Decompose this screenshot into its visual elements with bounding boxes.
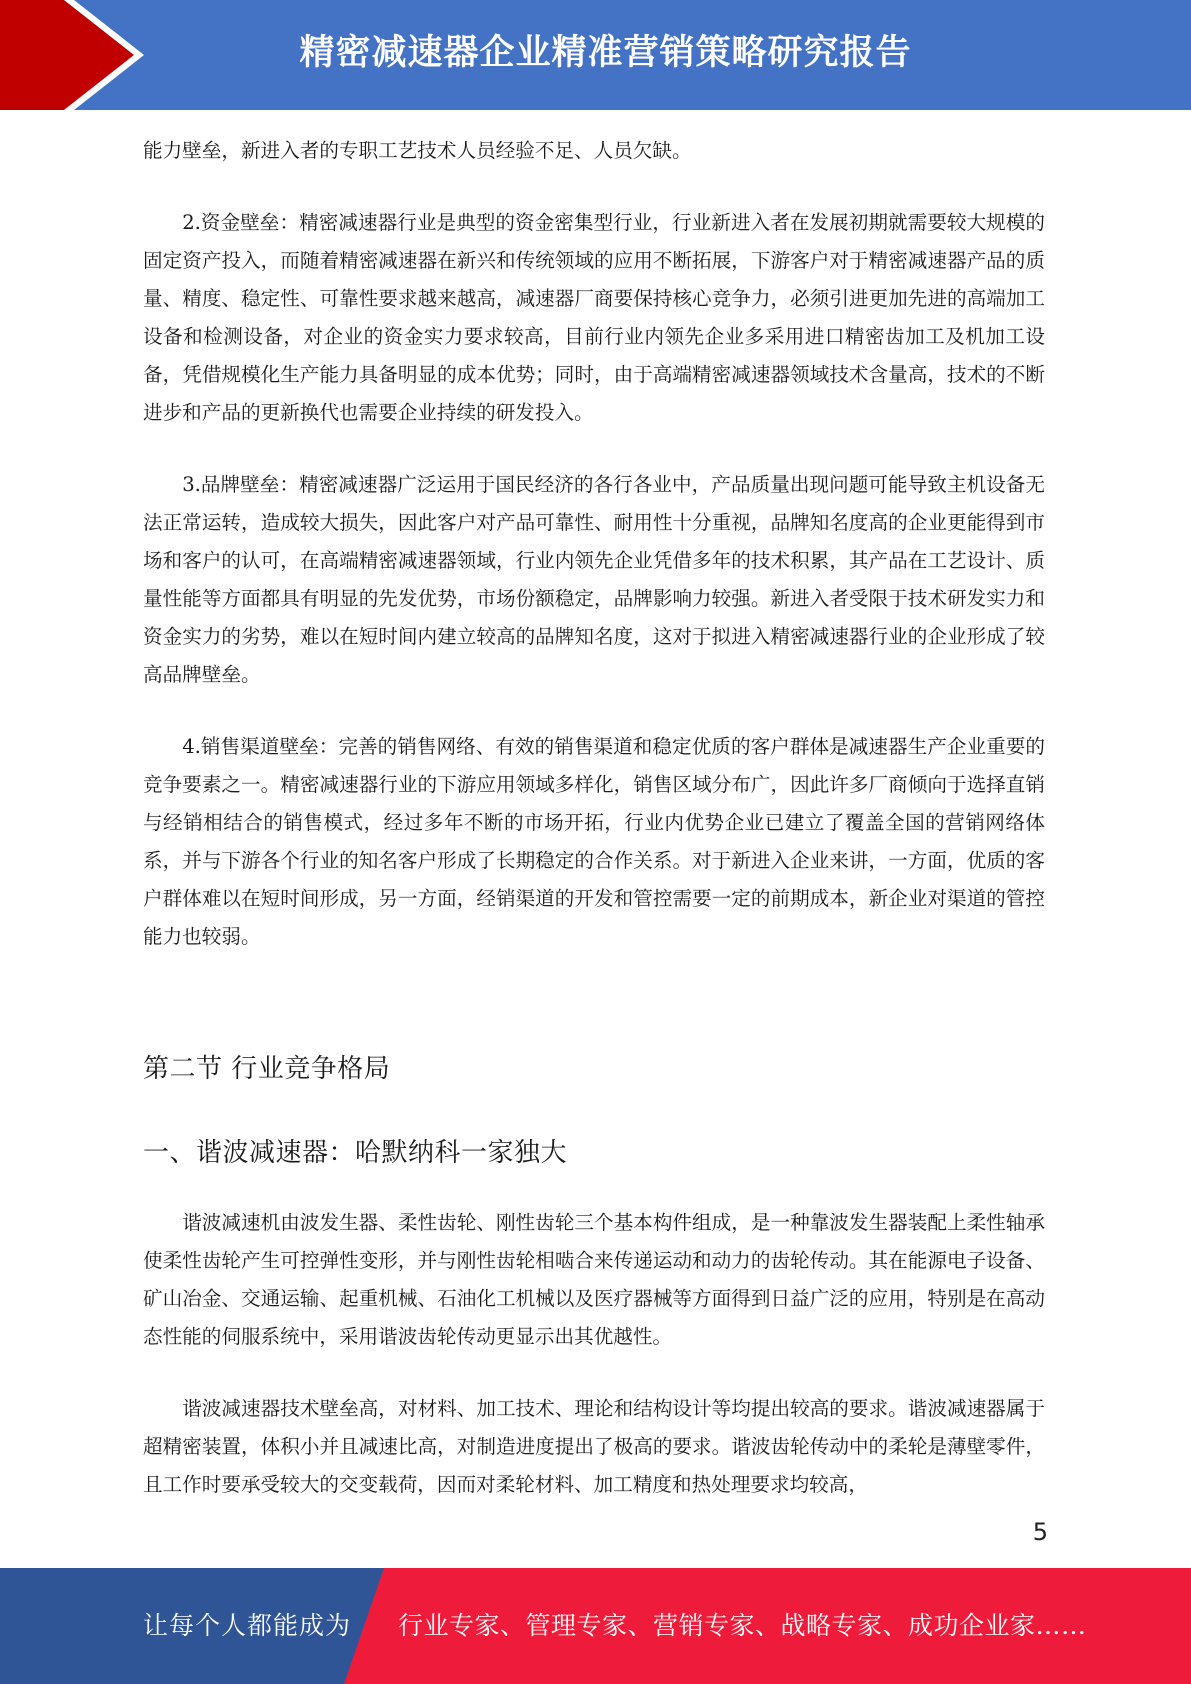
subsection-heading: 一、谐波减速器：哈默纳科一家独大 xyxy=(143,1138,568,1168)
paragraph: 4.销售渠道壁垒：完善的销售网络、有效的销售渠道和稳定优质的客户群体是减速器生产企业重要的竞争要素之一。精密减速器行业的下游应用领域多样化，销售区域分布广，因此许多厂商倾向于选择直销与经销相结合的销售模式，经过多年不断的市场开拓，行业内优势企业已建立了覆盖全国的营销网络体系，并与下游各个行业的知名客户形成了长期稳定的合作关系。对于新进入企业来讲，一方面，优质的客户群体难以在短时间形成，另一方面，经销渠道的开发和管控需要一定的前期成本，新企业对渠道的管控能力也较弱。 xyxy=(143,735,1045,948)
section-content xyxy=(143,1204,1045,1538)
header-banner xyxy=(0,0,1191,110)
page-content xyxy=(143,132,1045,990)
footer-banner xyxy=(0,1568,1191,1684)
footer-slogan-left: 让每个人都能成为 xyxy=(143,1611,352,1640)
paragraph: 2.资金壁垒：精密减速器行业是典型的资金密集型行业，行业新进入者在发展初期就需要较大规模的固定资产投入，而随着精密减速器在新兴和传统领域的应用不断拓展，下游客户对于精密减速器产品的质量、精度、稳定性、可靠性要求越来越高，减速器厂商要保持核心竞争力，必须引进更加先进的高端加工设备和检测设备，对企业的资金实力要求较高，目前行业内领先企业多采用进口精密齿加工及机加工设备，凭借规模化生产能力具备明显的成本优势；同时，由于高端精密减速器领域技术含量高，技术的不断进步和产品的更新换代也需要企业持续的研发投入。 xyxy=(143,211,1045,424)
page-number: 5 xyxy=(1032,1518,1048,1546)
paragraph: 能力壁垒，新进入者的专职工艺技术人员经验不足、人员欠缺。 xyxy=(143,139,692,162)
section-heading: 第二节 行业竞争格局 xyxy=(143,1054,391,1084)
paragraph: 3.品牌壁垒：精密减速器广泛运用于国民经济的各行各业中，产品质量出现问题可能导致主机设备无法正常运转，造成较大损失，因此客户对产品可靠性、耐用性十分重视，品牌知名度高的企业更能得到市场和客户的认可，在高端精密减速器领域，行业内领先企业凭借多年的技术积累，其产品在工艺设计、质量性能等方面都具有明显的先发优势，市场份额稳定，品牌影响力较强。新进入者受限于技术研发实力和资金实力的劣势，难以在短时间内建立较高的品牌知名度，这对于拟进入精密减速器行业的企业形成了较高品牌壁垒。 xyxy=(143,473,1045,686)
paragraph: 谐波减速机由波发生器、柔性齿轮、刚性齿轮三个基本构件组成，是一种靠波发生器装配上柔性轴承使柔性齿轮产生可控弹性变形，并与刚性齿轮相啮合来传递运动和动力的齿轮传动。其在能源电子设备、矿山冶金、交通运输、起重机械、石油化工机械以及医疗器械等方面得到日益广泛的应用，特别是在高动态性能的伺服系统中，采用谐波齿轮传动更显示出其优越性。 xyxy=(143,1211,1045,1348)
document-title: 精密减速器企业精准营销策略研究报告 xyxy=(299,33,912,73)
paragraph: 谐波减速器技术壁垒高，对材料、加工技术、理论和结构设计等均提出较高的要求。谐波减速器属于超精密装置，体积小并且减速比高，对制造进度提出了极高的要求。谐波齿轮传动中的柔轮是薄壁零件，且工作时要承受较大的交变载荷，因而对柔轮材料、加工精度和热处理要求均较高， xyxy=(143,1397,1045,1496)
footer-slogan-right: 行业专家、管理专家、营销专家、战略专家、成功企业家…… xyxy=(398,1611,1087,1640)
